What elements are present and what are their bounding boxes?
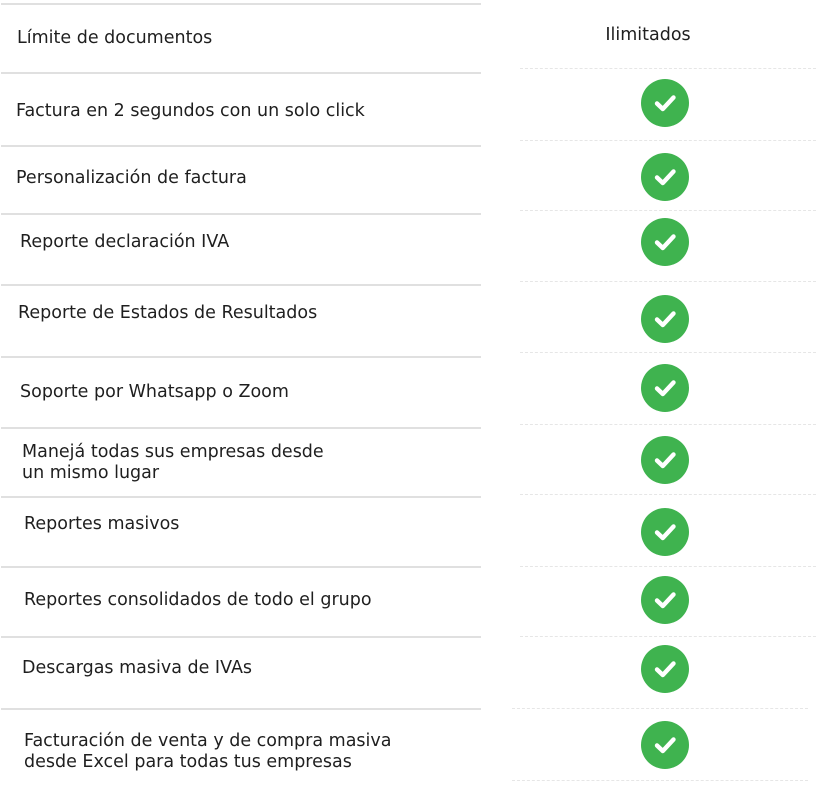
check-circle-icon xyxy=(641,79,689,127)
check-circle-icon xyxy=(641,508,689,556)
value-divider xyxy=(520,352,816,353)
check-circle-icon xyxy=(641,576,689,624)
feature-label: Reporte de Estados de Resultados xyxy=(18,303,318,323)
value-divider xyxy=(520,68,816,69)
value-divider xyxy=(520,494,816,495)
value-divider xyxy=(520,636,816,637)
row-divider xyxy=(1,708,481,710)
row-divider xyxy=(1,356,481,358)
row-divider xyxy=(1,636,481,638)
value-divider xyxy=(512,708,808,709)
feature-label: Reportes masivos xyxy=(24,514,180,534)
check-circle-icon xyxy=(641,218,689,266)
check-circle-icon xyxy=(641,153,689,201)
check-circle-icon xyxy=(641,295,689,343)
check-circle-icon xyxy=(641,721,689,769)
document-limit-value: Ilimitados xyxy=(605,25,691,45)
feature-label-document-limit: Límite de documentos xyxy=(17,28,213,48)
value-divider xyxy=(520,281,816,282)
row-divider xyxy=(1,496,481,498)
feature-label: Facturación de venta y de compra masiva desde Excel para todas tus empresas xyxy=(24,731,392,772)
row-divider xyxy=(1,3,481,5)
value-divider xyxy=(520,210,816,211)
check-circle-icon xyxy=(641,645,689,693)
row-divider xyxy=(1,566,481,568)
feature-label: Descargas masiva de IVAs xyxy=(22,658,253,678)
feature-label: Manejá todas sus empresas desde un mismo lugar xyxy=(22,442,324,483)
check-circle-icon xyxy=(641,364,689,412)
check-circle-icon xyxy=(641,436,689,484)
feature-label: Personalización de factura xyxy=(16,168,247,188)
value-divider xyxy=(520,566,816,567)
feature-label: Reportes consolidados de todo el grupo xyxy=(24,590,372,610)
feature-label: Factura en 2 segundos con un solo click xyxy=(16,101,365,121)
row-divider xyxy=(1,427,481,429)
feature-label: Soporte por Whatsapp o Zoom xyxy=(20,382,289,402)
row-divider xyxy=(1,284,481,286)
value-divider xyxy=(520,140,816,141)
value-divider xyxy=(520,424,816,425)
row-divider xyxy=(1,72,481,74)
value-divider xyxy=(512,780,808,781)
row-divider xyxy=(1,213,481,215)
feature-label: Reporte declaración IVA xyxy=(20,232,230,252)
row-divider xyxy=(1,145,481,147)
